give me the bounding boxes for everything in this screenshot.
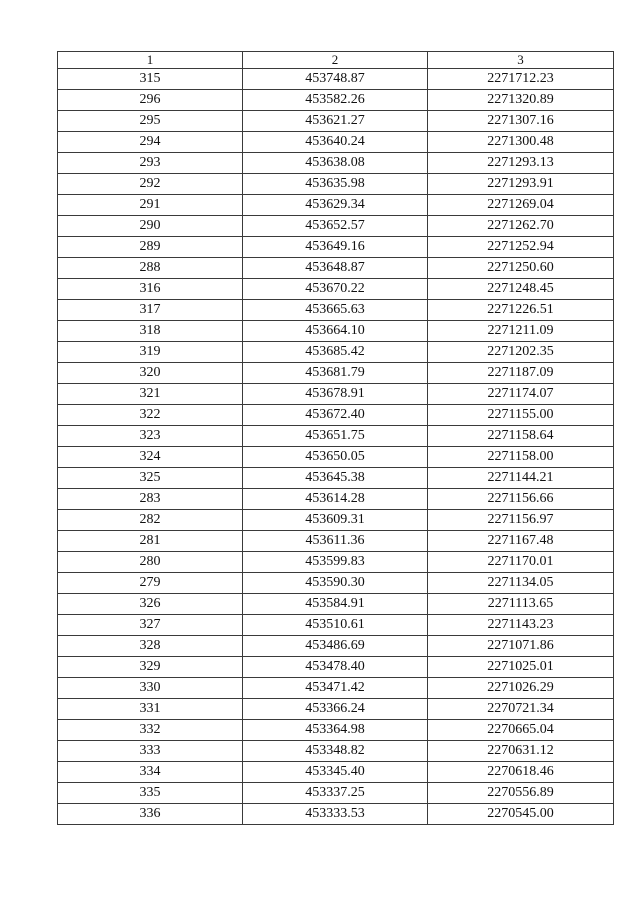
table-row [58,552,614,573]
x-coordinate-cell: 453345.40 [243,762,428,783]
x-coordinate-cell: 453333.53 [243,804,428,825]
point-number-cell: 332 [58,720,243,741]
point-number-cell: 289 [58,237,243,258]
x-coordinate-cell: 453678.91 [243,384,428,405]
y-coordinate-cell: 2271071.86 [428,636,614,657]
table-row [58,174,614,195]
x-coordinate-cell: 453364.98 [243,720,428,741]
table-row [58,216,614,237]
x-coordinate-cell: 453748.87 [243,69,428,90]
table-row [58,804,614,825]
point-number-cell: 334 [58,762,243,783]
point-number-cell: 279 [58,573,243,594]
point-number-cell: 315 [58,69,243,90]
y-coordinate-cell: 2271156.66 [428,489,614,510]
point-number-cell: 326 [58,594,243,615]
point-number-cell: 320 [58,363,243,384]
point-number-cell: 322 [58,405,243,426]
point-number-cell: 323 [58,426,243,447]
table-row [58,531,614,552]
point-number-cell: 331 [58,699,243,720]
point-number-cell: 295 [58,111,243,132]
table-row [58,573,614,594]
table-row [58,489,614,510]
x-coordinate-cell: 453478.40 [243,657,428,678]
y-coordinate-cell: 2271202.35 [428,342,614,363]
point-number-cell: 329 [58,657,243,678]
y-coordinate-cell: 2271248.45 [428,279,614,300]
y-coordinate-cell: 2271155.00 [428,405,614,426]
point-number-cell: 283 [58,489,243,510]
x-coordinate-cell: 453648.87 [243,258,428,279]
x-coordinate-cell: 453582.26 [243,90,428,111]
table-row [58,657,614,678]
y-coordinate-cell: 2271307.16 [428,111,614,132]
table-row [58,258,614,279]
point-number-cell: 292 [58,174,243,195]
x-coordinate-cell: 453471.42 [243,678,428,699]
point-number-cell: 319 [58,342,243,363]
x-coordinate-cell: 453348.82 [243,741,428,762]
point-number-cell: 293 [58,153,243,174]
y-coordinate-cell: 2271293.91 [428,174,614,195]
point-number-cell: 325 [58,468,243,489]
x-coordinate-cell: 453670.22 [243,279,428,300]
table-row [58,132,614,153]
point-number-cell: 330 [58,678,243,699]
x-coordinate-cell: 453614.28 [243,489,428,510]
y-coordinate-cell: 2271293.13 [428,153,614,174]
x-coordinate-cell: 453609.31 [243,510,428,531]
table-row [58,111,614,132]
y-coordinate-cell: 2271262.70 [428,216,614,237]
x-coordinate-cell: 453590.30 [243,573,428,594]
header-row [58,52,614,69]
point-number-cell: 335 [58,783,243,804]
x-coordinate-cell: 453486.69 [243,636,428,657]
y-coordinate-cell: 2271156.97 [428,510,614,531]
y-coordinate-cell: 2271252.94 [428,237,614,258]
y-coordinate-cell: 2270618.46 [428,762,614,783]
y-coordinate-cell: 2270631.12 [428,741,614,762]
column-header-3: 3 [428,52,614,69]
table-row [58,741,614,762]
column-header-2: 2 [243,52,428,69]
table-row [58,447,614,468]
table-row [58,678,614,699]
x-coordinate-cell: 453645.38 [243,468,428,489]
y-coordinate-cell: 2271026.29 [428,678,614,699]
column-header-1: 1 [58,52,243,69]
point-number-cell: 291 [58,195,243,216]
table-row [58,90,614,111]
x-coordinate-cell: 453665.63 [243,300,428,321]
x-coordinate-cell: 453638.08 [243,153,428,174]
table-body [58,69,614,825]
y-coordinate-cell: 2271269.04 [428,195,614,216]
table-row [58,762,614,783]
table-row [58,363,614,384]
point-number-cell: 333 [58,741,243,762]
y-coordinate-cell: 2271167.48 [428,531,614,552]
x-coordinate-cell: 453584.91 [243,594,428,615]
point-number-cell: 296 [58,90,243,111]
x-coordinate-cell: 453635.98 [243,174,428,195]
y-coordinate-cell: 2271174.07 [428,384,614,405]
x-coordinate-cell: 453681.79 [243,363,428,384]
coordinates-table [57,51,614,825]
point-number-cell: 321 [58,384,243,405]
x-coordinate-cell: 453640.24 [243,132,428,153]
table-row [58,783,614,804]
point-number-cell: 281 [58,531,243,552]
y-coordinate-cell: 2271250.60 [428,258,614,279]
y-coordinate-cell: 2271158.64 [428,426,614,447]
y-coordinate-cell: 2270665.04 [428,720,614,741]
y-coordinate-cell: 2271158.00 [428,447,614,468]
x-coordinate-cell: 453650.05 [243,447,428,468]
x-coordinate-cell: 453611.36 [243,531,428,552]
table-row [58,510,614,531]
table-row [58,237,614,258]
point-number-cell: 318 [58,321,243,342]
table-row [58,69,614,90]
x-coordinate-cell: 453337.25 [243,783,428,804]
table-row [58,615,614,636]
point-number-cell: 324 [58,447,243,468]
y-coordinate-cell: 2270556.89 [428,783,614,804]
x-coordinate-cell: 453621.27 [243,111,428,132]
x-coordinate-cell: 453685.42 [243,342,428,363]
table-row [58,405,614,426]
table-row [58,720,614,741]
point-number-cell: 290 [58,216,243,237]
y-coordinate-cell: 2271025.01 [428,657,614,678]
point-number-cell: 336 [58,804,243,825]
y-coordinate-cell: 2271712.23 [428,69,614,90]
y-coordinate-cell: 2271170.01 [428,552,614,573]
x-coordinate-cell: 453366.24 [243,699,428,720]
table-row [58,300,614,321]
table-row [58,699,614,720]
point-number-cell: 280 [58,552,243,573]
table-row [58,426,614,447]
table-row [58,594,614,615]
x-coordinate-cell: 453629.34 [243,195,428,216]
y-coordinate-cell: 2271144.21 [428,468,614,489]
table-row [58,195,614,216]
point-number-cell: 294 [58,132,243,153]
table-row [58,321,614,342]
y-coordinate-cell: 2271211.09 [428,321,614,342]
x-coordinate-cell: 453649.16 [243,237,428,258]
table-header [58,52,614,69]
table-row [58,279,614,300]
table-row [58,468,614,489]
y-coordinate-cell: 2271226.51 [428,300,614,321]
y-coordinate-cell: 2271300.48 [428,132,614,153]
y-coordinate-cell: 2271143.23 [428,615,614,636]
table-row [58,636,614,657]
x-coordinate-cell: 453510.61 [243,615,428,636]
y-coordinate-cell: 2270545.00 [428,804,614,825]
y-coordinate-cell: 2271113.65 [428,594,614,615]
x-coordinate-cell: 453599.83 [243,552,428,573]
point-number-cell: 316 [58,279,243,300]
point-number-cell: 327 [58,615,243,636]
point-number-cell: 282 [58,510,243,531]
y-coordinate-cell: 2270721.34 [428,699,614,720]
table-row [58,342,614,363]
point-number-cell: 288 [58,258,243,279]
y-coordinate-cell: 2271187.09 [428,363,614,384]
table-row [58,384,614,405]
x-coordinate-cell: 453651.75 [243,426,428,447]
y-coordinate-cell: 2271320.89 [428,90,614,111]
y-coordinate-cell: 2271134.05 [428,573,614,594]
x-coordinate-cell: 453652.57 [243,216,428,237]
x-coordinate-cell: 453672.40 [243,405,428,426]
point-number-cell: 328 [58,636,243,657]
x-coordinate-cell: 453664.10 [243,321,428,342]
table-row [58,153,614,174]
point-number-cell: 317 [58,300,243,321]
